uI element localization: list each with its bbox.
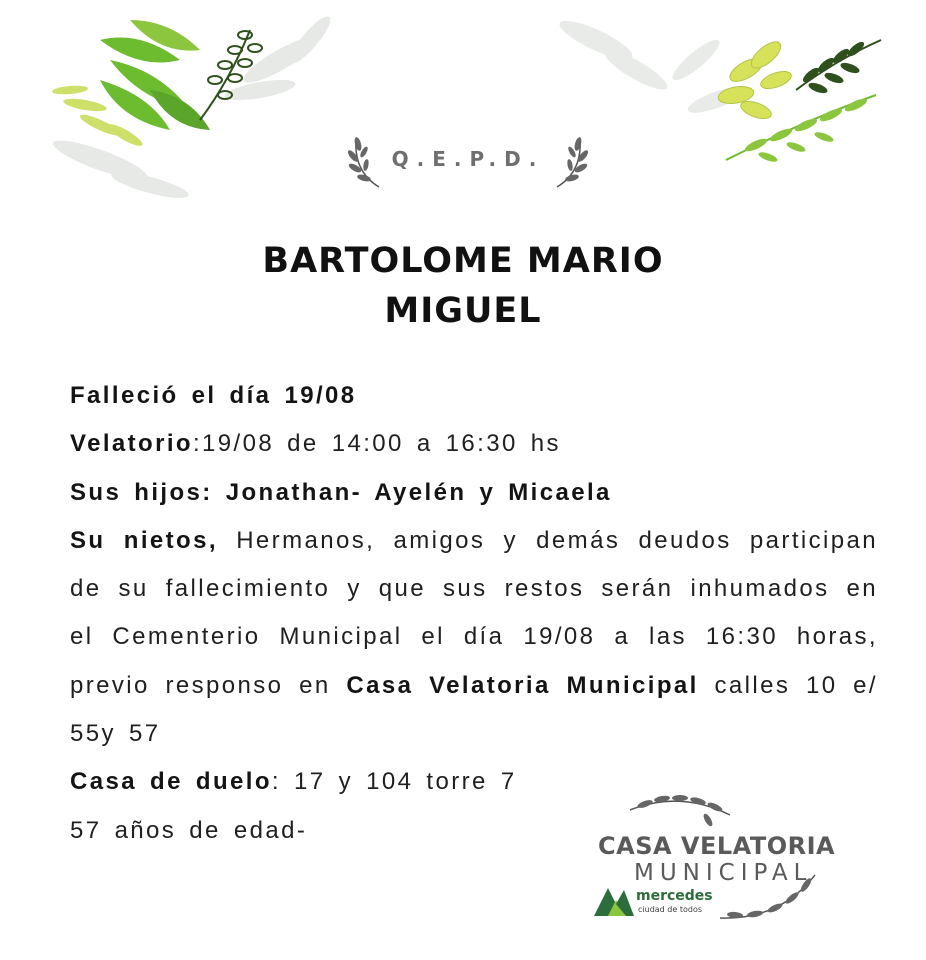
deceased-name-line2: MIGUEL xyxy=(384,291,542,331)
laurel-right-icon xyxy=(542,132,592,192)
calles-text: calles 10 e/ 55y 57 xyxy=(70,671,878,748)
fallecio-line xyxy=(70,372,878,420)
lime-leaf-icon xyxy=(717,37,794,122)
green-leaf-icon xyxy=(100,20,210,130)
logo-subtitle: MUNICIPAL xyxy=(634,860,813,886)
duelo-value: : 17 y 104 torre 7 xyxy=(271,768,517,796)
fallecio-text: Falleció el día 19/08 xyxy=(70,382,357,409)
leaf-decoration-left xyxy=(40,0,340,210)
logo-title: CASA VELATORIA xyxy=(598,832,836,860)
faded-leaf-icon xyxy=(556,14,747,118)
nietos-paragraph xyxy=(70,517,878,758)
dark-branch-icon xyxy=(796,40,881,96)
edad-text: 57 años de edad- xyxy=(70,816,308,844)
velatorio-label: Velatorio xyxy=(70,430,193,458)
nietos-label: Su nietos, xyxy=(70,526,218,554)
casa-velatoria-logo xyxy=(590,790,850,930)
velatorio-value: :19/08 de 14:00 a 16:30 hs xyxy=(192,430,561,458)
deceased-name-line1: BARTOLOME MARIO xyxy=(262,241,664,281)
hijos-line xyxy=(70,469,878,517)
duelo-label: Casa de duelo xyxy=(70,768,272,796)
mercedes-tagline: ciudad de todos xyxy=(638,905,703,914)
nietos-text: Hermanos, amigos y demás deudos participan de su fallecimiento y que sus restos serán inhumados en el Cementerio Municipal el día 19/08 a las 16:30 horas, previo responso en xyxy=(70,526,878,699)
hijos-text: Sus hijos: Jonathan- Ayelén y Micaela xyxy=(70,478,612,506)
qepd-header xyxy=(340,132,596,196)
deceased-name xyxy=(0,236,926,336)
mercedes-brand: mercedes xyxy=(636,888,713,904)
mercedes-logo-icon xyxy=(594,886,634,916)
obituary-body xyxy=(70,372,878,855)
velatorio-line xyxy=(70,420,878,468)
leaf-decoration-right xyxy=(556,0,886,180)
qepd-title: Q.E.P.D. xyxy=(391,147,545,171)
casa-velatoria-text: Casa Velatoria Municipal xyxy=(346,671,699,699)
